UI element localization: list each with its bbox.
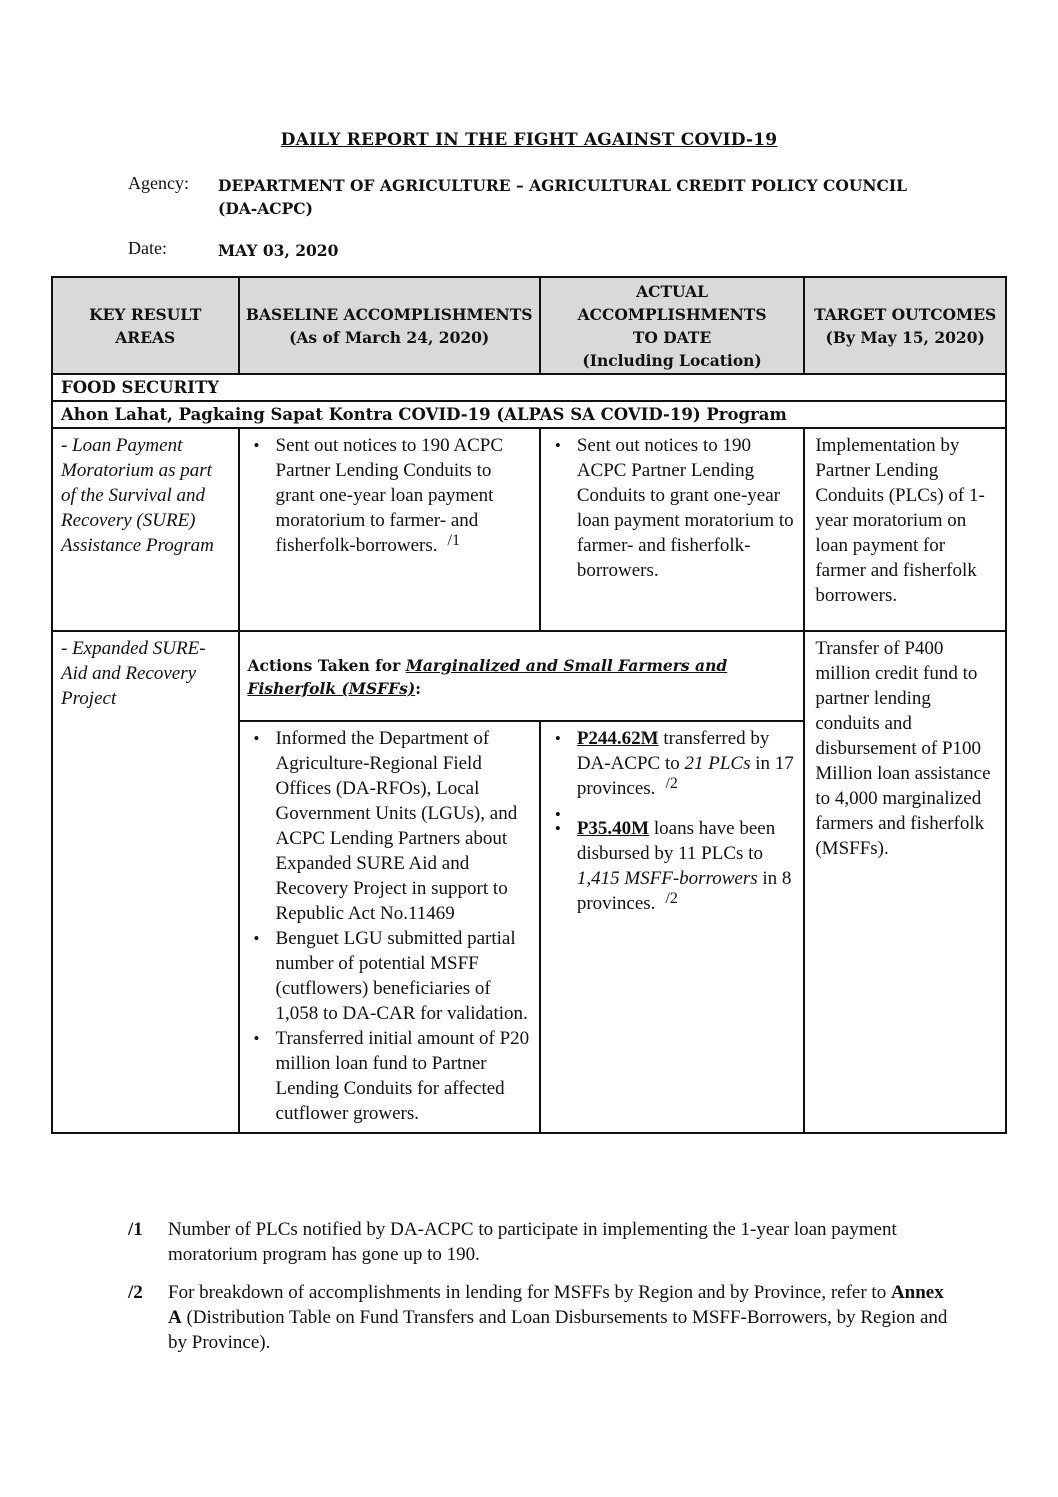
agency-row xyxy=(128,173,908,218)
actual-cell xyxy=(540,428,805,631)
list-item: • Sent out notices to 190 ACPC Partner Lending Conduits to grant one-year loan payment moratorium to farmer- and fisherfolk-borrowers. xyxy=(549,433,796,583)
header-baseline: BASELINE ACCOMPLISHMENTS (As of March 24, 2020) xyxy=(239,277,540,374)
table-row xyxy=(52,428,1006,631)
agency-value xyxy=(218,174,907,220)
footnote-1 xyxy=(128,1217,948,1267)
table-row xyxy=(52,631,1006,721)
section-food-security: FOOD SECURITY xyxy=(52,374,1006,401)
target-cell: Implementation by Partner Lending Conduits (PLCs) of 1-year moratorium on loan payment for farmer and fisherfolk borrowers. xyxy=(804,428,1006,631)
baseline-cell xyxy=(239,721,540,1133)
actual-cell xyxy=(540,721,805,1133)
footnote-2 xyxy=(128,1280,948,1355)
footnote-text: For breakdown of accomplishments in lending for MSFFs by Region and by Province, refer to Annex A (Distribution Table on Fund Transfers and Loan Disbursements to MSFF-Borrowers, by Region and by Province). xyxy=(168,1282,948,1353)
footnote-text: Number of PLCs notified by DA-ACPC to participate in implementing the 1-year loan payment moratorium program has gone up to 190. xyxy=(168,1219,897,1265)
footnote-mark: /1 xyxy=(128,1219,143,1240)
agency-line-2: (DA-ACPC) xyxy=(218,199,313,218)
program-row xyxy=(52,401,1006,428)
actions-taken-heading: Actions Taken for Marginalized and Small Farmers and Fisherfolk (MSFFs): xyxy=(239,631,805,721)
list-item: • Transferred initial amount of P20 million loan fund to Partner Lending Conduits for affected cutflower growers. xyxy=(248,1026,531,1126)
date-row xyxy=(128,238,339,260)
footnote-ref-2: /2 xyxy=(665,775,678,792)
target-cell: Transfer of P400 million credit fund to partner lending conduits and disbursement of P100 Million loan assistance to 4,000 marginalized farmers and fisherfolk (MSFFs). xyxy=(804,631,1006,1133)
list-item: • Benguet LGU submitted partial number of potential MSFF (cutflowers) beneficiaries of 1,058 to DA-CAR for validation. xyxy=(248,926,531,1026)
list-item: • P35.40M loans have been disbursed by 11 PLCs to 1,415 MSFF-borrowers in 8 provinces. $^{/2}$ xyxy=(549,816,796,917)
date-value: MAY 03, 2020 xyxy=(218,241,339,260)
list-item: • Informed the Department of Agriculture-Regional Field Offices (DA-RFOs), Local Government Units (LGUs), and ACPC Lending Partners about Expanded SURE Aid and Recovery Project in support to Republic Act No.11469 xyxy=(248,726,531,926)
header-row xyxy=(52,277,1006,374)
baseline-cell xyxy=(239,428,540,631)
footnote-ref-2: /2 xyxy=(665,890,678,907)
kra-expanded-sure: - Expanded SURE-Aid and Recovery Project xyxy=(52,631,239,1133)
kra-loan-moratorium: - Loan Payment Moratorium as part of the Survival and Recovery (SURE) Assistance Program xyxy=(52,428,239,631)
list-item: • P244.62M transferred by DA-ACPC to 21 PLCs in 17 provinces. $^{/2}$ xyxy=(549,726,796,802)
header-key-result-areas: KEY RESULT AREAS xyxy=(52,277,239,374)
date-label: Date: xyxy=(128,238,167,258)
header-actual: ACTUAL ACCOMPLISHMENTS TO DATE (Including Location) xyxy=(540,277,805,374)
section-row xyxy=(52,374,1006,401)
header-target: TARGET OUTCOMES (By May 15, 2020) xyxy=(804,277,1006,374)
list-item: • Sent out notices to 190 ACPC Partner Lending Conduits to grant one-year loan payment moratorium to farmer- and fisherfolk-borrowers. $^{/1}$ xyxy=(248,433,531,559)
footnote-mark: /2 xyxy=(128,1282,143,1303)
footnote-ref-1: /1 xyxy=(447,532,460,549)
report-title: DAILY REPORT IN THE FIGHT AGAINST COVID-19 xyxy=(280,130,778,150)
program-title: Ahon Lahat, Pagkaing Sapat Kontra COVID-19 (ALPAS SA COVID-19) Program xyxy=(52,401,1006,428)
report-table xyxy=(51,276,1007,1134)
agency-line-1: DEPARTMENT OF AGRICULTURE – AGRICULTURAL CREDIT POLICY COUNCIL xyxy=(218,176,908,195)
agency-label: Agency: xyxy=(128,173,189,193)
spacer xyxy=(549,802,796,816)
